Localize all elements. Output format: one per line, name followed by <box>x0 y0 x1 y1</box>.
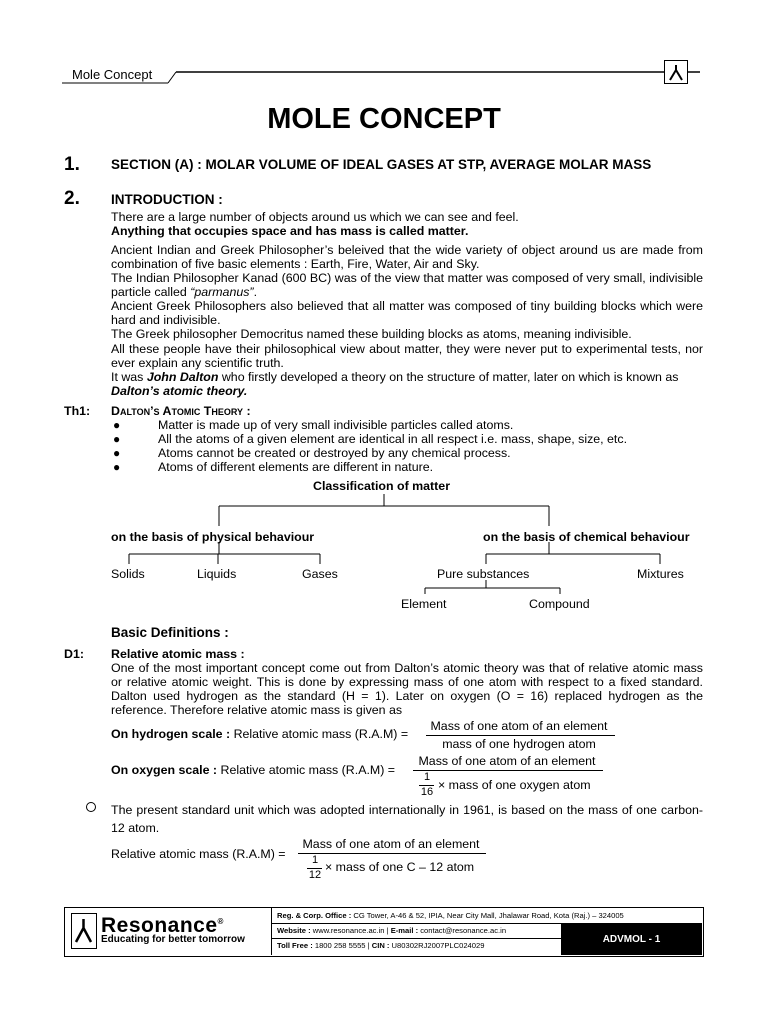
classification-root: Classification of matter <box>313 479 451 493</box>
basic-definitions-heading: Basic Definitions : <box>111 625 229 640</box>
compound-node: Compound <box>529 597 590 611</box>
section-heading: INTRODUCTION : <box>111 192 223 207</box>
carbon-formula-label: Relative atomic mass (R.A.M) = <box>111 847 286 861</box>
bullet-icon: ● <box>113 418 121 432</box>
section-number: 1. <box>64 154 80 175</box>
theory-bullet: All the atoms of a given element are identical in all respect i.e. mass, shape, size, etc. <box>158 432 628 446</box>
fraction-bar <box>298 853 486 854</box>
intro-paragraph: Ancient Indian and Greek Philosopher’s beleived that the wide variety of object around us are made from combination of five basic elements : Earth, Fire, Water, Air and Sky. <box>111 243 703 271</box>
circle-bullet-icon <box>86 802 96 812</box>
mixtures-node: Mixtures <box>637 567 684 581</box>
theory-bullet: Atoms cannot be created or destroyed by any chemical process. <box>158 446 511 460</box>
carbon-denominator: × mass of one C – 12 atom <box>325 860 475 874</box>
bullet-icon: ● <box>113 432 121 446</box>
theory-bullet: Matter is made up of very small indivisible particles called atoms. <box>158 418 514 432</box>
intro-paragraph: It was John Dalton who firstly developed a theory on the structure of matter, later on which is known as <box>111 370 679 384</box>
chemical-behaviour-node: on the basis of chemical behaviour <box>483 530 690 544</box>
carbon-one: 1 <box>311 854 319 866</box>
section-heading: SECTION (A) : MOLAR VOLUME OF IDEAL GASES AT STP, AVERAGE MOLAR MASS <box>111 157 652 172</box>
hydrogen-numerator: Mass of one atom of an element <box>430 719 608 733</box>
bullet-icon: ● <box>113 460 121 474</box>
footer-box <box>64 907 704 957</box>
fraction-bar <box>413 770 603 771</box>
theory-bullet: Atoms of different elements are different in nature. <box>158 460 434 474</box>
header-rule <box>60 60 720 90</box>
footer-row-divider <box>271 938 561 939</box>
oxygen-sixteen: 16 <box>420 786 434 798</box>
footer-page-code: ADVMOL - 1 <box>561 924 702 955</box>
footer-brand: Resonance® <box>101 914 224 937</box>
hydrogen-denominator: mass of one hydrogen atom <box>442 737 596 751</box>
footer-office: Reg. & Corp. Office : CG Tower, A-46 & 52, IPIA, Near City Mall, Jhalawar Road, Kota (Raj.) – 324005 <box>277 911 624 920</box>
physical-behaviour-node: on the basis of physical behaviour <box>111 530 315 544</box>
bullet-icon: ● <box>113 446 121 460</box>
pure-substances-node: Pure substances <box>437 567 530 581</box>
definition-label: D1: <box>64 647 84 661</box>
definition-paragraph: One of the most important concept come out from Dalton’s atomic theory was that of relative atomic mass or relative atomic weight. This is done by expressing mass of one atom with respect to a fixed standard. Dalton used hydrogen as the standard (H = 1). Later on oxygen (O = 16) replaced hydrogen as the reference. Therefore relative atomic mass is given as <box>111 661 703 717</box>
header-label: Mole Concept <box>72 67 153 82</box>
footer-tagline: Educating for better tomorrow <box>101 934 245 945</box>
footer-logo-box <box>71 913 97 949</box>
carbon-numerator: Mass of one atom of an element <box>302 837 480 851</box>
oxygen-denominator: × mass of one oxygen atom <box>438 778 591 792</box>
oxygen-numerator: Mass of one atom of an element <box>418 754 596 768</box>
intro-paragraph: Ancient Greek Philosophers also believed that all matter was composed of tiny building blocks which were hard and indivisible. <box>111 299 703 327</box>
gases-node: Gases <box>302 567 338 581</box>
theory-title: Dalton’s Atomic Theory : <box>111 404 251 418</box>
hydrogen-scale-formula: On hydrogen scale : Relative atomic mass (R.A.M) = <box>111 727 409 741</box>
dalton-theory-name: Dalton’s atomic theory. <box>111 384 248 398</box>
oxygen-scale-formula: On oxygen scale : Relative atomic mass (R.A.M) = <box>111 763 396 777</box>
definition-title: Relative atomic mass : <box>111 647 245 661</box>
intro-paragraph: The Indian Philosopher Kanad (600 BC) was of the view that matter was composed of very small, indivisible particle called “parmanus”. <box>111 271 703 299</box>
theory-label: Th1: <box>64 404 91 418</box>
matter-definition: Anything that occupies space and has mass is called matter. <box>111 224 469 238</box>
carbon-twelve: 12 <box>308 869 322 881</box>
element-node: Element <box>401 597 447 611</box>
solids-node: Solids <box>111 567 145 581</box>
intro-paragraph: All these people have their philosophical view about matter, they were never put to experimental tests, nor ever explain any scientific truth. <box>111 342 703 370</box>
footer-divider <box>271 908 272 955</box>
intro-paragraph: There are a large number of objects around us which we can see and feel. <box>111 210 519 224</box>
footer-tollfree: Toll Free : 1800 258 5555 | CIN : U80302RJ2007PLC024029 <box>277 941 485 950</box>
section-number: 2. <box>64 188 80 209</box>
intro-paragraph: The Greek philosopher Democritus named these building blocks as atoms, meaning indivisible. <box>111 327 632 341</box>
page-title: MOLE CONCEPT <box>267 103 501 135</box>
oxygen-one: 1 <box>423 771 431 783</box>
footer-website: Website : www.resonance.ac.in | E-mail : contact@resonance.ac.in <box>277 926 507 935</box>
present-standard-paragraph: The present standard unit which was adopted internationally in 1961, is based on the mass of one carbon-12 atom. <box>111 803 703 835</box>
resonance-logo-icon <box>664 60 688 84</box>
fraction-bar <box>426 735 615 736</box>
liquids-node: Liquids <box>197 567 237 581</box>
classification-tree <box>0 490 768 610</box>
